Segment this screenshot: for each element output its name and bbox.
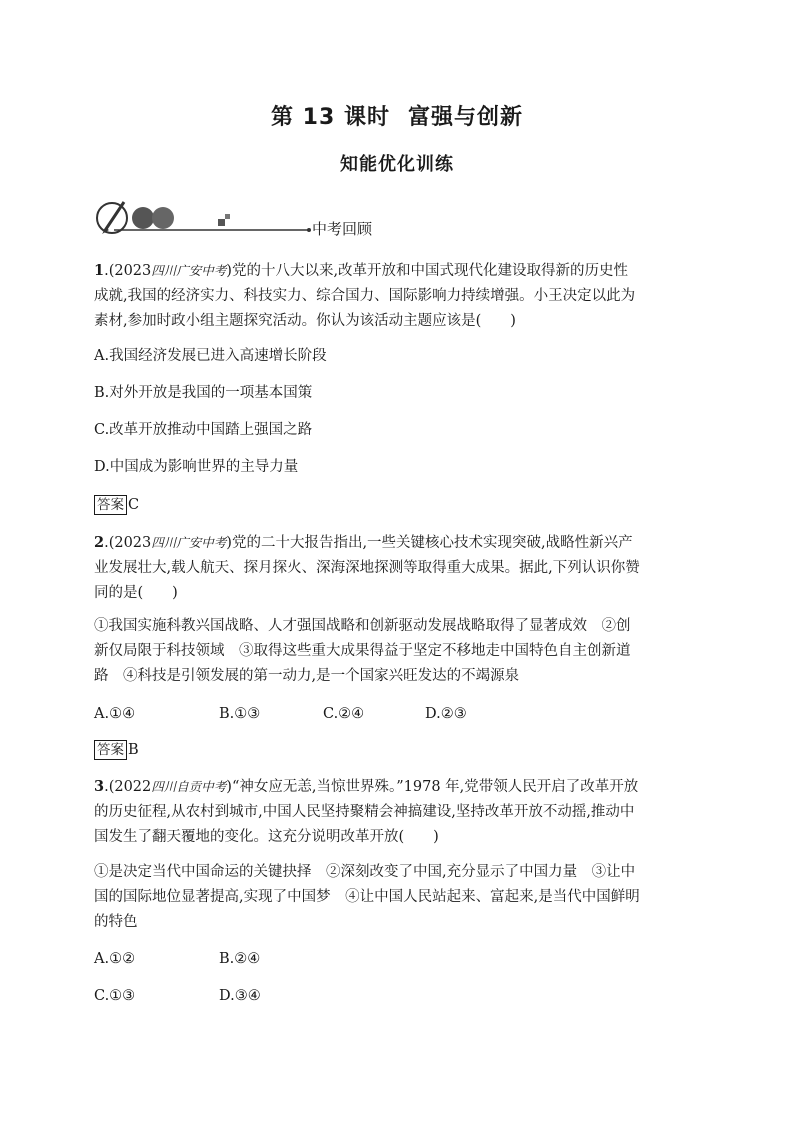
source-open: .(2023: [104, 263, 152, 279]
statement-line: 新仅局限于科技领域 ③取得这些重大成果得益于坚定不移地走中国特色自主创新道: [94, 643, 631, 659]
lesson-number: 第 13 课时: [271, 105, 390, 130]
source-label: 四川自贡中考: [151, 779, 227, 794]
question-3: [94, 774, 694, 850]
question-2: [94, 530, 694, 606]
statements-3: [94, 860, 694, 935]
question-line: [94, 258, 694, 284]
section-header: [94, 198, 414, 238]
answer-value: B: [128, 742, 139, 758]
statement-line: 的特色: [94, 914, 138, 930]
question-line: 成就,我国的经济实力、科技实力、综合国力、国际影响力持续增强。小王决定以此为: [94, 288, 636, 304]
option-a: A.①④: [94, 706, 136, 722]
source-close: ): [226, 263, 232, 279]
option-b: B.对外开放是我国的一项基本国策: [94, 385, 313, 401]
question-line: [94, 530, 694, 556]
section-subtitle: 知能优化训练: [340, 154, 454, 175]
question-number: 1: [94, 262, 105, 279]
option-d: D.中国成为影响世界的主导力量: [94, 459, 299, 475]
question-text: 党的二十大报告指出,一些关键核心技术实现突破,战略性新兴产: [231, 535, 633, 551]
option-c: C.改革开放推动中国踏上强国之路: [94, 422, 313, 438]
statement-line: ①我国实施科教兴国战略、人才强国战略和创新驱动发展战略取得了显著成效 ②创: [94, 618, 631, 634]
lesson-topic: 富强与创新: [407, 105, 523, 130]
answer-value: C: [128, 497, 140, 513]
statement-line: 国的国际地位显著提高,实现了中国梦 ④让中国人民站起来、富起来,是当代中国鲜明: [94, 889, 640, 905]
source-open: .(2023: [104, 535, 152, 551]
option-d: D.③④: [219, 988, 261, 1004]
option-a: A.我国经济发展已进入高速增长阶段: [94, 348, 327, 364]
question-line: 业发展壮大,载人航天、探月探火、深海深地探测等取得重大成果。据此,下列认识你赞: [94, 560, 640, 576]
question-number: 3: [94, 778, 105, 795]
option-b: B.②④: [219, 951, 261, 967]
option-b: B.①③: [219, 706, 261, 722]
source-label: 四川广安中考: [151, 535, 227, 550]
option-c: C.①③: [94, 988, 136, 1004]
source-open: .(2022: [104, 779, 152, 795]
answer-tag: 答案: [94, 495, 127, 515]
statements-2: [94, 614, 694, 689]
answer-tag: 答案: [94, 740, 127, 760]
source-close: ): [226, 779, 232, 795]
lesson-title: [0, 100, 794, 131]
source-label: 四川广安中考: [151, 263, 227, 278]
answer-line: [94, 739, 139, 761]
statement-line: 路 ④科技是引领发展的第一动力,是一个国家兴旺发达的不竭源泉: [94, 668, 520, 684]
source-close: ): [226, 535, 232, 551]
answer-line: [94, 494, 139, 516]
question-number: 2: [94, 534, 105, 551]
question-line: 国发生了翻天覆地的变化。这充分说明改革开放( ): [94, 829, 439, 845]
question-line: [94, 774, 694, 800]
question-text: 党的十八大以来,改革开放和中国式现代化建设取得新的历史性: [231, 263, 629, 279]
statement-line: ①是决定当代中国命运的关键抉择 ②深刻改变了中国,充分显示了中国力量 ③让中: [94, 864, 636, 880]
question-text: “神女应无恙,当惊世界殊。”1978 年,党带领人民开启了改革开放: [231, 779, 639, 795]
question-line: 素材,参加时政小组主题探究活动。你认为该活动主题应该是( ): [94, 313, 516, 329]
question-line: 的历史征程,从农村到城市,中国人民坚持聚精会神搞建设,坚持改革开放不动摇,推动中: [94, 804, 635, 820]
option-c: C.②④: [323, 706, 365, 722]
question-line: 同的是( ): [94, 585, 178, 601]
section-label: 中考回顾: [312, 220, 373, 238]
option-a: A.①②: [94, 951, 136, 967]
option-d: D.②③: [425, 706, 467, 722]
question-1: [94, 258, 694, 334]
